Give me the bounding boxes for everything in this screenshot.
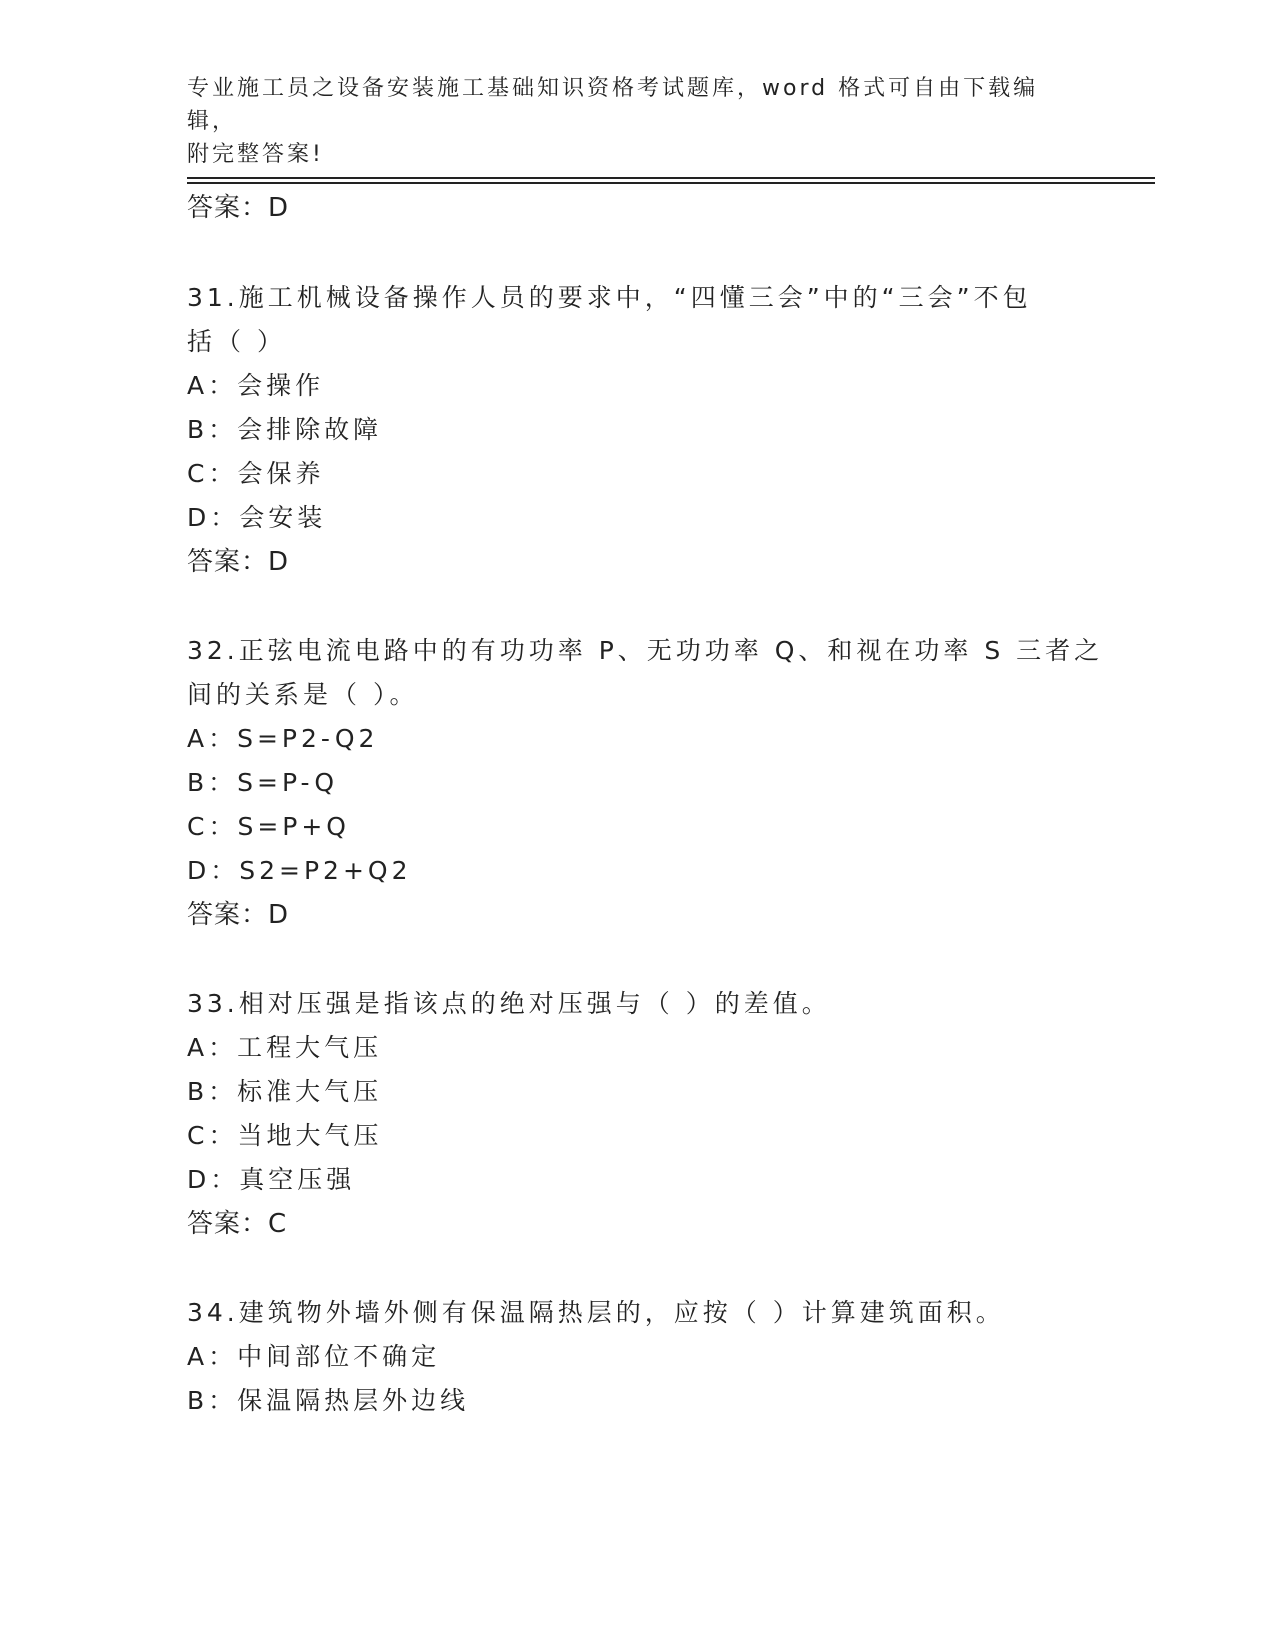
question-31-stem-line-1: 31.施工机械设备操作人员的要求中，“四懂三会”中的“三会”不包 xyxy=(187,283,1032,312)
header-line-2: 附完整答案! xyxy=(187,142,324,167)
question-32-stem-line-1: 32.正弦电流电路中的有功功率 P、无功功率 Q、和视在功率 S 三者之 xyxy=(187,636,1104,665)
question-33-stem-line-1: 33.相对压强是指该点的绝对压强与（ ）的差值。 xyxy=(187,989,831,1018)
question-33-option-d: D：真空压强 xyxy=(187,1165,356,1194)
question-33-option-b: B：标准大气压 xyxy=(187,1077,383,1106)
question-31-option-c: C：会保养 xyxy=(187,459,325,488)
question-32-option-c: C：S=P+Q xyxy=(187,812,350,841)
document-header xyxy=(187,72,1087,171)
question-31-option-d: D：会安装 xyxy=(187,503,327,532)
question-31-option-b: B：会排除故障 xyxy=(187,415,383,444)
header-line-1: 专业施工员之设备安装施工基础知识资格考试题库，word 格式可自由下载编辑， xyxy=(187,76,1039,134)
header-divider-top xyxy=(187,177,1155,179)
question-31-answer: 答案：D xyxy=(187,547,290,577)
question-33-option-c: C：当地大气压 xyxy=(187,1121,383,1150)
question-31-stem-line-2: 括（ ） xyxy=(187,327,286,356)
question-34-option-a: A：中间部位不确定 xyxy=(187,1342,441,1371)
question-32-option-d: D：S2=P2+Q2 xyxy=(187,856,412,885)
question-32-option-a: A：S=P2-Q2 xyxy=(187,724,379,753)
question-34-option-b: B：保温隔热层外边线 xyxy=(187,1386,470,1415)
question-31-option-a: A：会操作 xyxy=(187,371,325,400)
question-33-option-a: A：工程大气压 xyxy=(187,1033,383,1062)
question-34-stem-line-1: 34.建筑物外墙外侧有保温隔热层的，应按（ ）计算建筑面积。 xyxy=(187,1298,1005,1327)
question-32-option-b: B：S=P-Q xyxy=(187,768,339,797)
header-divider-bottom xyxy=(187,182,1155,184)
question-33-answer: 答案：C xyxy=(187,1209,288,1239)
previous-answer: 答案：D xyxy=(187,193,290,223)
question-32-answer: 答案：D xyxy=(187,900,290,930)
question-32-stem-line-2: 间的关系是（ ）。 xyxy=(187,680,419,709)
